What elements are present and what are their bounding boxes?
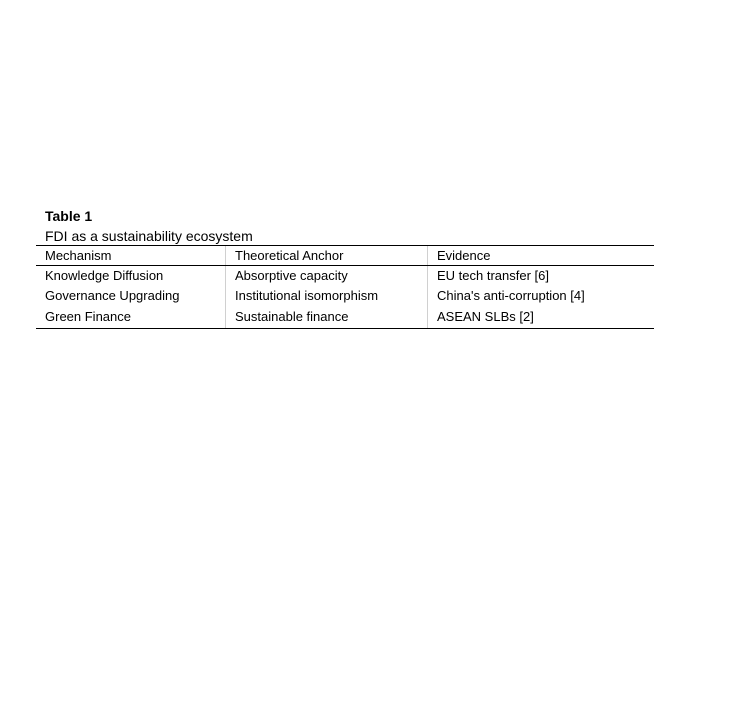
- table-cell: Knowledge Diffusion: [45, 268, 164, 283]
- table-figure: [36, 207, 654, 329]
- column-header-theoretical-anchor: Theoretical Anchor: [226, 246, 428, 266]
- table-cell: EU tech transfer [6]: [428, 266, 655, 287]
- table-cell: Sustainable finance: [226, 306, 428, 329]
- table-cell: Absorptive capacity: [226, 266, 428, 287]
- table-cell: Green Finance: [36, 306, 226, 329]
- table-row: [36, 266, 654, 287]
- column-header-evidence: Evidence: [428, 246, 655, 266]
- table-cell: China's anti-corruption [4]: [428, 286, 655, 306]
- table-header-row: [36, 246, 654, 266]
- table-number: Table 1: [45, 208, 93, 224]
- column-header-mechanism: Mechanism: [36, 246, 226, 266]
- table-caption: FDI as a sustainability ecosystem: [45, 228, 253, 244]
- data-table: [36, 245, 654, 329]
- table-cell: Governance Upgrading: [45, 288, 180, 303]
- table-cell: Institutional isomorphism: [226, 286, 428, 306]
- table-row: [36, 286, 654, 306]
- table-cell: ASEAN SLBs [2]: [428, 306, 655, 329]
- table-row: [36, 306, 654, 329]
